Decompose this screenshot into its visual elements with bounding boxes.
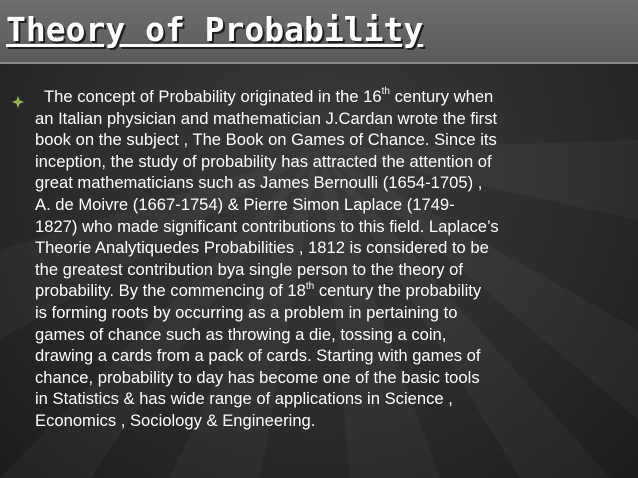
- paragraph-line: drawing a cards from a pack of cards. Starting with games of: [35, 346, 481, 366]
- paragraph-line: Economics , Sociology & Engineering.: [35, 410, 316, 430]
- paragraph-line: inception, the study of probability has attracted the attention of: [35, 151, 492, 171]
- diamond-bullet-icon: [12, 96, 24, 108]
- paragraph-line: great mathematicians such as James Bernoulli (1654-1705) ,: [35, 173, 483, 193]
- slide-title: Theory of Probability: [6, 10, 424, 49]
- paragraph-line: an Italian physician and mathematician J.Cardan wrote the first: [35, 108, 498, 128]
- paragraph-line: 1827) who made significant contributions to this field. Laplace’s: [35, 216, 499, 236]
- paragraph-line: Theorie Analytiquedes Probabilities , 1812 is considered to be: [35, 238, 489, 258]
- paragraph-line: the greatest contribution bya single person to the theory of: [35, 259, 464, 279]
- paragraph-line: probability. By the commencing of 18th century the probability: [35, 280, 482, 301]
- title-bar: [0, 0, 638, 64]
- paragraph-line: chance, probability to day has become one of the basic tools: [35, 367, 480, 387]
- paragraph-line: A. de Moivre (1667-1754) & Pierre Simon Laplace (1749-: [35, 194, 455, 214]
- paragraph-line: in Statistics & has wide range of applications in Science ,: [35, 389, 453, 409]
- paragraph-line: is forming roots by occurring as a problem in pertaining to: [35, 302, 458, 322]
- paragraph-line: The concept of Probability originated in the 16th century when: [44, 86, 494, 106]
- bullet-paragraph: [35, 86, 631, 432]
- paragraph-line: games of chance such as throwing a die, tossing a coin,: [35, 324, 447, 344]
- paragraph-line: book on the subject , The Book on Games of Chance. Since its: [35, 130, 497, 150]
